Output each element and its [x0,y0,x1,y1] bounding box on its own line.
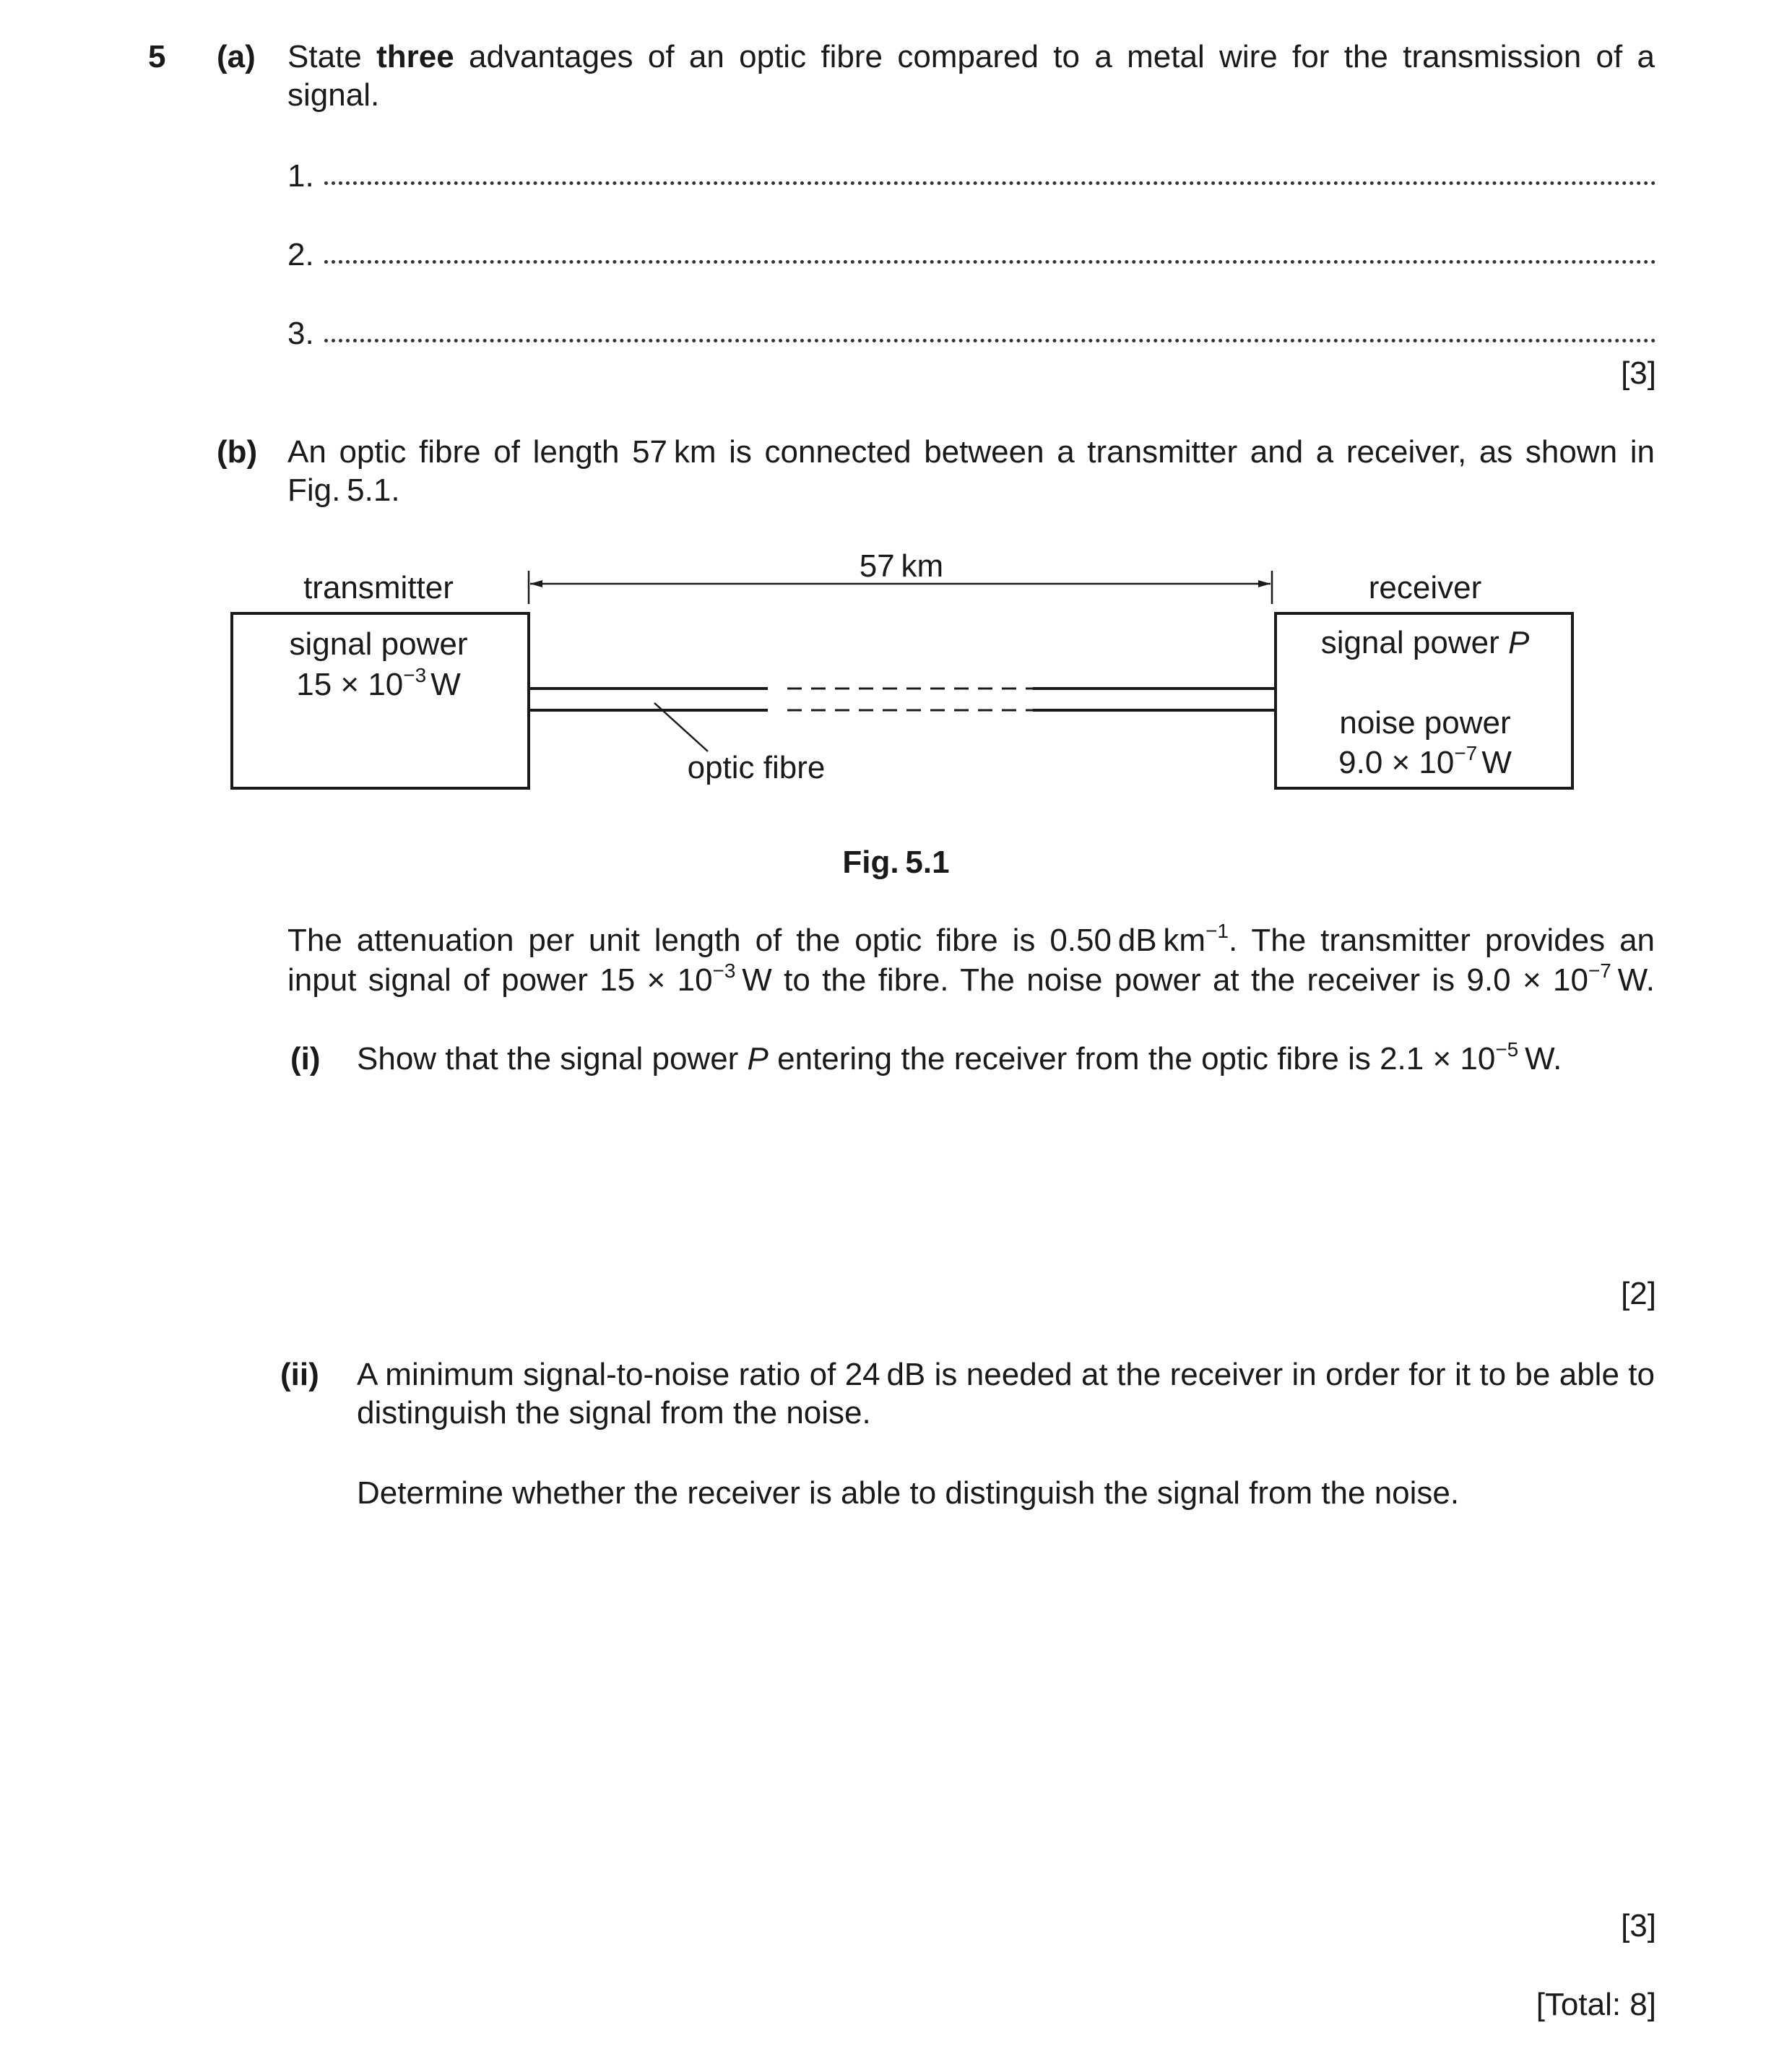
part-i-text-c: W. [1518,1041,1562,1076]
part-a-text-after: advantages of an optic fibre compared to a metal wire for the transmission of a signal. [287,39,1655,113]
part-ii-answer-space[interactable] [357,1524,1655,1886]
transmitter-power-label: signal power [289,626,468,662]
info-text: W to the fibre. The noise power at the receiver is 9.0 × 10 [735,962,1588,998]
info-text: input signal of power 15 × 10 [287,962,713,998]
question-number: 5 [148,39,166,74]
transmitter-label: transmitter [303,570,454,605]
receiver-signal-power: signal power P [1320,625,1530,660]
receiver-noise-label: noise power [1339,705,1511,741]
part-i-exponent: −5 [1495,1038,1519,1061]
dotted-answer-line[interactable] [324,339,1656,342]
info-line-2 [287,959,1655,1000]
part-i-label: (i) [290,1041,321,1076]
length-label: 57 km [859,548,944,584]
answer-line-3[interactable] [287,315,1656,353]
part-i-text-b: entering the receiver from the optic fibre is 2.1 × 10 [768,1041,1496,1076]
part-i-text [357,1040,1655,1079]
part-ii-label: (ii) [280,1357,319,1392]
part-ii-marks: [3] [1621,1908,1656,1943]
part-ii-text: A minimum signal-to-noise ratio of 24 dB is needed at the receiver in order for it to be able to distinguish the signal from the noise. [357,1357,1655,1431]
part-b-intro: An optic fibre of length 57 km is connected between a transmitter and a receiver, as shown in Fig. 5.1. [287,434,1655,508]
info-text: W. [1611,962,1655,998]
part-a-text-before: State [287,39,377,74]
info-exponent: −1 [1206,920,1229,942]
info-text: The attenuation per unit length of the optic fibre is 0.50 dB km [287,923,1206,958]
part-i-marks: [2] [1621,1276,1656,1311]
part-a-marks: [3] [1621,355,1656,391]
dotted-answer-line[interactable] [324,181,1656,185]
fibre-label: optic fibre [687,750,826,785]
info-exponent: −7 [1588,959,1611,982]
info-line-1 [287,922,1655,960]
answer-line-1[interactable] [287,157,1656,196]
info-text: . The transmitter provides an [1229,923,1655,958]
part-a-text [287,38,1655,115]
part-i-text-a: Show that the signal power [357,1041,748,1076]
figure-5-1 [0,535,1792,809]
power-symbol: P [747,1041,769,1076]
total-marks: [Total: 8] [1536,1987,1656,2022]
answer-line-number: 3. [287,316,314,351]
part-b-label: (b) [217,434,258,470]
answer-line-number: 1. [287,158,314,194]
figure-caption: Fig. 5.1 [842,845,950,880]
answer-line-2[interactable] [287,236,1656,275]
receiver-label: receiver [1368,570,1482,605]
part-ii-instruction: Determine whether the receiver is able to distinguish the signal from the noise. [357,1475,1460,1511]
info-exponent: −3 [712,959,736,982]
transmitter-power-value: $15 \times 10^{-3}$ W [296,664,461,702]
answer-line-number: 2. [287,237,314,272]
part-a-label: (a) [217,39,256,74]
receiver-noise-value: $9.0 \times 10^{-7}$ W [1338,742,1512,780]
part-a-text-bold: three [376,39,454,74]
part-i-answer-space[interactable] [357,1084,1655,1257]
dotted-answer-line[interactable] [324,260,1656,264]
